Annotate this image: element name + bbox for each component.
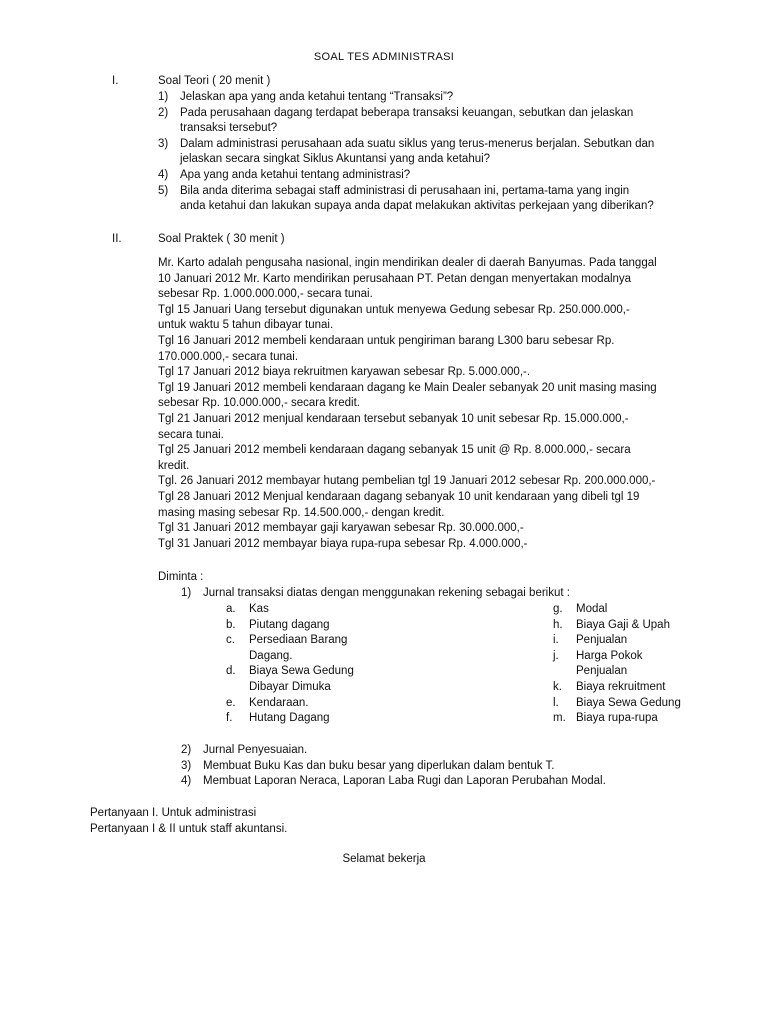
case-line: Tgl 28 Januari 2012 Menjual kendaraan dagang sebanyak 10 unit kendaraan yang dibeli tgl 19 bbox=[158, 490, 640, 503]
theory-question-list bbox=[158, 90, 718, 215]
question-text: Bila anda diterima sebagai staff administrasi di perusahaan ini, pertama-tama yang ingin anda ketahui dan lakukan supaya anda dapat melakukan aktivitas perkejaan yang diberikan? bbox=[180, 184, 654, 213]
case-line: Tgl 21 Januari 2012 menjual kendaraan tersebut sebanyak 10 unit sebesar Rp. 15.000.000,- bbox=[158, 412, 629, 425]
account-item: c. Persediaan Barang Dagang. bbox=[226, 634, 348, 662]
account-item: m. Biaya rupa-rupa bbox=[553, 712, 658, 725]
closing-text: Selamat bekerja bbox=[342, 853, 426, 865]
task-number: 1) bbox=[181, 587, 192, 599]
footer-notes bbox=[90, 806, 287, 837]
task-item: 4) Membuat Laporan Neraca, Laporan Laba Rugi dan Laporan Perubahan Modal. bbox=[181, 775, 606, 788]
account-item: e. Kendaraan. bbox=[226, 696, 309, 709]
case-line: sebesar Rp. 10.000.000,- secara kredit. bbox=[158, 397, 361, 410]
question-number: 1) bbox=[158, 91, 169, 103]
task-list bbox=[181, 743, 606, 790]
case-line: kredit. bbox=[158, 459, 190, 472]
account-item: j. Harga Pokok Penjualan bbox=[553, 649, 643, 678]
question-text: Pada perusahaan dagang terdapat beberapa transaksi keuangan, sebutkan dan jelaskan transaksi tersebut? bbox=[180, 106, 634, 135]
section-2-heading: Soal Praktek ( 30 menit ) bbox=[158, 233, 285, 245]
theory-question bbox=[158, 168, 718, 184]
question-text: Apa yang anda ketahui tentang administrasi? bbox=[180, 168, 411, 181]
account-item: h. Biaya Gaji & Upah bbox=[553, 618, 670, 631]
case-line: Tgl. 26 Januari 2012 membayar hutang pembelian tgl 19 Januari 2012 sebesar Rp. 200.000.000,- bbox=[158, 475, 656, 488]
account-item: a. Kas bbox=[226, 603, 269, 615]
accounts-right-column bbox=[553, 602, 681, 727]
question-number: 3) bbox=[158, 137, 169, 150]
footer-line: Pertanyaan I. Untuk administrasi bbox=[90, 807, 257, 819]
question-number: 5) bbox=[158, 184, 169, 197]
section-1-heading: Soal Teori ( 20 menit ) bbox=[158, 75, 271, 87]
case-line: masing masing sebesar Rp. 14.500.000,- dengan kredit. bbox=[158, 506, 445, 519]
account-item: l. Biaya Sewa Gedung bbox=[553, 696, 681, 709]
case-line: Tgl 19 Januari 2012 membeli kendaraan dagang ke Main Dealer sebanyak 20 unit masing masing bbox=[158, 381, 657, 394]
case-line: secara tunai. bbox=[158, 428, 224, 441]
document-title: SOAL TES ADMINISTRASI bbox=[313, 51, 455, 63]
task-text: Jurnal transaksi diatas dengan menggunakan rekening sebagai berikut : bbox=[203, 587, 570, 599]
case-line: sebesar Rp. 1.000.000.000,- secara tunai. bbox=[158, 288, 373, 301]
case-line: Tgl 15 Januari Uang tersebut digunakan untuk menyewa Gedung sebesar Rp. 250.000.000,- bbox=[158, 303, 630, 316]
accounts-left-column bbox=[226, 602, 354, 727]
case-description bbox=[158, 256, 718, 552]
account-item: k. Biaya rekruitment bbox=[553, 680, 666, 693]
task-item: 2) Jurnal Penyesuaian. bbox=[181, 744, 308, 756]
account-item: i. Penjualan bbox=[553, 634, 628, 647]
section-2-number: II. bbox=[112, 233, 122, 245]
requirements-label: Diminta : bbox=[158, 571, 204, 583]
task-item: 3) Membuat Buku Kas dan buku besar yang diperlukan dalam bentuk T. bbox=[181, 759, 555, 772]
case-line: Tgl 17 Januari 2012 biaya rekruitmen karyawan sebesar Rp. 5.000.000,-. bbox=[158, 366, 531, 379]
case-line: Mr. Karto adalah pengusaha nasional, ingin mendirikan dealer di daerah Banyumas. Pada tanggal bbox=[158, 257, 657, 269]
case-line: Tgl 31 Januari 2012 membayar biaya rupa-rupa sebesar Rp. 4.000.000,- bbox=[158, 537, 528, 550]
case-line: Tgl 25 Januari 2012 membeli kendaraan dagang sebanyak 15 unit @ Rp. 8.000.000,- secara bbox=[158, 444, 631, 457]
task-item bbox=[181, 586, 570, 602]
question-number: 4) bbox=[158, 168, 169, 181]
case-line: Tgl 16 Januari 2012 membeli kendaraan untuk pengiriman barang L300 baru sebesar Rp. bbox=[158, 334, 615, 347]
theory-question bbox=[158, 106, 718, 137]
case-line: untuk waktu 5 tahun dibayar tunai. bbox=[158, 319, 334, 332]
section-1-number: I. bbox=[112, 75, 119, 87]
case-line: 170.000.000,- secara tunai. bbox=[158, 350, 299, 363]
question-number: 2) bbox=[158, 106, 169, 119]
case-line: Tgl 31 Januari 2012 membayar gaji karyawan sebesar Rp. 30.000.000,- bbox=[158, 522, 524, 535]
account-item: d. Biaya Sewa Gedung Dibayar Dimuka bbox=[226, 665, 354, 693]
case-line: 10 Januari 2012 Mr. Karto mendirikan perusahaan PT. Petan dengan menyertakan modalnya bbox=[158, 272, 632, 285]
account-item: f. Hutang Dagang bbox=[226, 712, 330, 725]
question-text: Jelaskan apa yang anda ketahui tentang “Transaksi”? bbox=[180, 91, 454, 103]
account-item: g. Modal bbox=[553, 603, 608, 615]
account-item: b. Piutang dagang bbox=[226, 618, 330, 631]
theory-question bbox=[158, 90, 718, 106]
question-text: Dalam administrasi perusahaan ada suatu siklus yang terus-menerus berjalan. Sebutkan dan jelaskan secara singkat Siklus Akuntansi yang anda ketahui? bbox=[180, 137, 655, 166]
theory-question bbox=[158, 184, 718, 215]
theory-question bbox=[158, 137, 718, 168]
footer-line: Pertanyaan I & II untuk staff akuntansi. bbox=[90, 822, 288, 835]
